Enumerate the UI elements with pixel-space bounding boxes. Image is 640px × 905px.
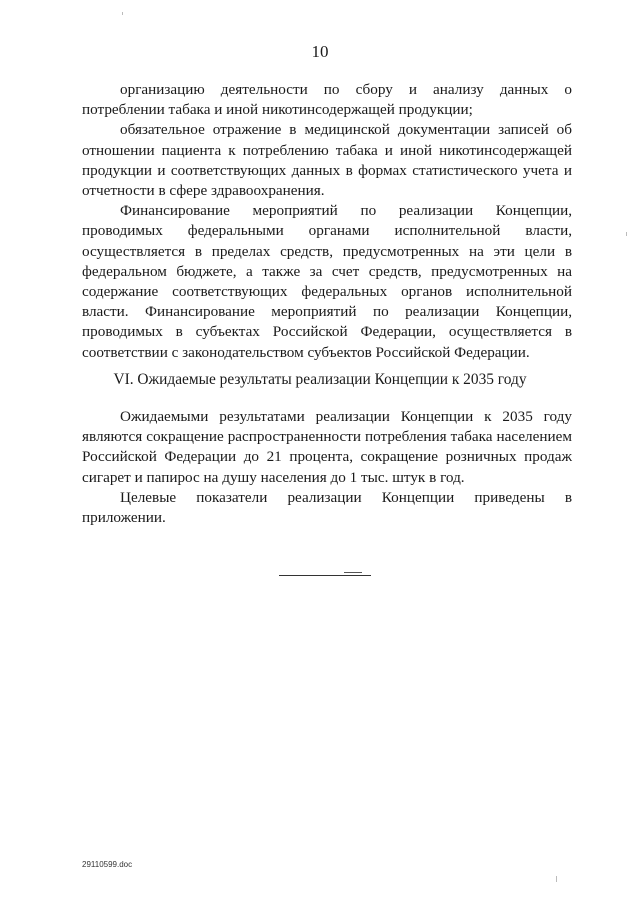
end-of-text-rule	[279, 575, 371, 576]
paragraph: Финансирование мероприятий по реализации Концепции, проводимых федеральными органами исполнительной власти, осуществляется в пределах средств, предусмотренных на эти цели в федеральном бюджете, а также за счет средств, предусмотренных на содержание соответствующих федеральных органов исполнительной власти. Финансирование мероприятий по реализации Концепции, проводимых в субъектах Российской Федерации, осуществляется в соответствии с законодательством субъектов Российской Федерации.	[82, 202, 572, 361]
paragraph: организацию деятельности по сбору и анализу данных о потреблении табака и иной никотинсодержащей продукции;	[82, 81, 572, 119]
paragraph: Целевые показатели реализации Концепции приведены в приложении.	[82, 488, 572, 527]
end-of-text-rule-mark	[344, 572, 362, 573]
paragraph: обязательное отражение в медицинской документации записей об отношении пациента к потреблению табака и иной никотинсодержащей продукции и соответствующих данных в формах статистического учета и отчетности в сфере здравоохранения.	[82, 121, 572, 200]
scan-speck	[556, 876, 557, 882]
page-number: 10	[311, 42, 329, 61]
body-text	[82, 80, 572, 363]
paragraph: Ожидаемыми результатами реализации Концепции к 2035 году являются сокращение распространенности потребления табака населением Российской Федерации до 21 процента, сокращение розничных продаж сигарет и папирос на душу населения до 1 тыс. штук в год.	[82, 408, 572, 486]
section-heading: VI. Ожидаемые результаты реализации Концепции к 2035 году	[113, 371, 527, 388]
scan-speck	[122, 12, 123, 15]
scan-speck	[626, 232, 627, 236]
section-body	[82, 407, 572, 528]
document-code: 29110599.doc	[82, 860, 133, 869]
